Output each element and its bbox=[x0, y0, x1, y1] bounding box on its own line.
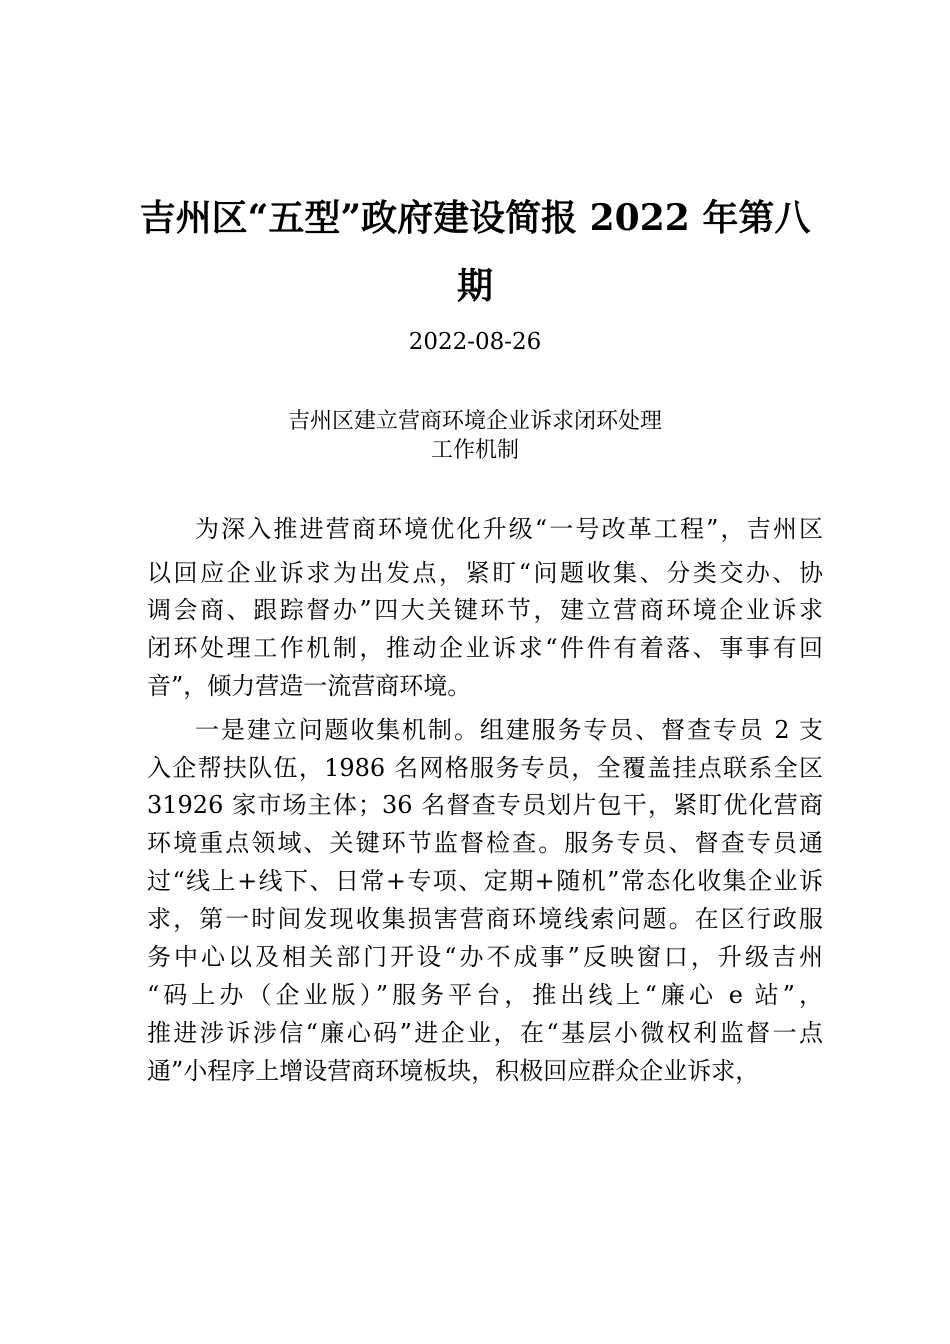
body-text-line: 一是建立问题收集机制。组建服务专员、督查专员 2 支 bbox=[195, 716, 823, 744]
body-text-line: 31926 家市场主体；36 名督查专员划片包干，紧盯优化营商 bbox=[147, 791, 823, 819]
body-text-line: 闭环处理工作机制，推动企业诉求“件件有着落、事事有回 bbox=[147, 634, 823, 662]
article-heading-line-1: 吉州区建立营商环境企业诉求闭环处理 bbox=[287, 409, 662, 434]
body-text-line: “码上办（企业版）”服务平台，推出线上“廉心 e 站”， bbox=[147, 981, 823, 1009]
body-text-line: 入企帮扶队伍，1986 名网格服务专员，全覆盖挂点联系全区 bbox=[147, 754, 823, 782]
body-text-line: 推进涉诉涉信“廉心码”进企业，在“基层小微权利监督一点 bbox=[147, 1019, 823, 1047]
body-text-line: 音”，倾力营造一流营商环境。 bbox=[147, 672, 472, 700]
document-title-line-1: 吉州区“五型”政府建设简报 2022 年第八 bbox=[139, 197, 811, 239]
body-text-line: 以回应企业诉求为出发点，紧盯“问题收集、分类交办、协 bbox=[147, 559, 823, 587]
body-text-line: 过“线上+线下、日常+专项、定期+随机”常态化收集企业诉 bbox=[147, 867, 823, 895]
document-title-line-2: 期 bbox=[456, 265, 493, 307]
body-text-line: 通”小程序上增设营商环境板块，积极回应群众企业诉求， bbox=[147, 1057, 760, 1085]
body-text-line: 为深入推进营商环境优化升级“一号改革工程”，吉州区 bbox=[195, 515, 823, 543]
article-heading-line-2: 工作机制 bbox=[430, 438, 519, 463]
body-text-line: 求，第一时间发现收集损害营商环境线索问题。在区行政服 bbox=[147, 905, 823, 933]
body-text-line: 调会商、跟踪督办”四大关键环节，建立营商环境企业诉求 bbox=[147, 596, 823, 624]
document-date: 2022-08-26 bbox=[408, 329, 542, 355]
body-text-line: 环境重点领域、关键环节监督检查。服务专员、督查专员通 bbox=[147, 829, 823, 857]
body-text-line: 务中心以及相关部门开设“办不成事”反映窗口，升级吉州 bbox=[147, 943, 823, 971]
